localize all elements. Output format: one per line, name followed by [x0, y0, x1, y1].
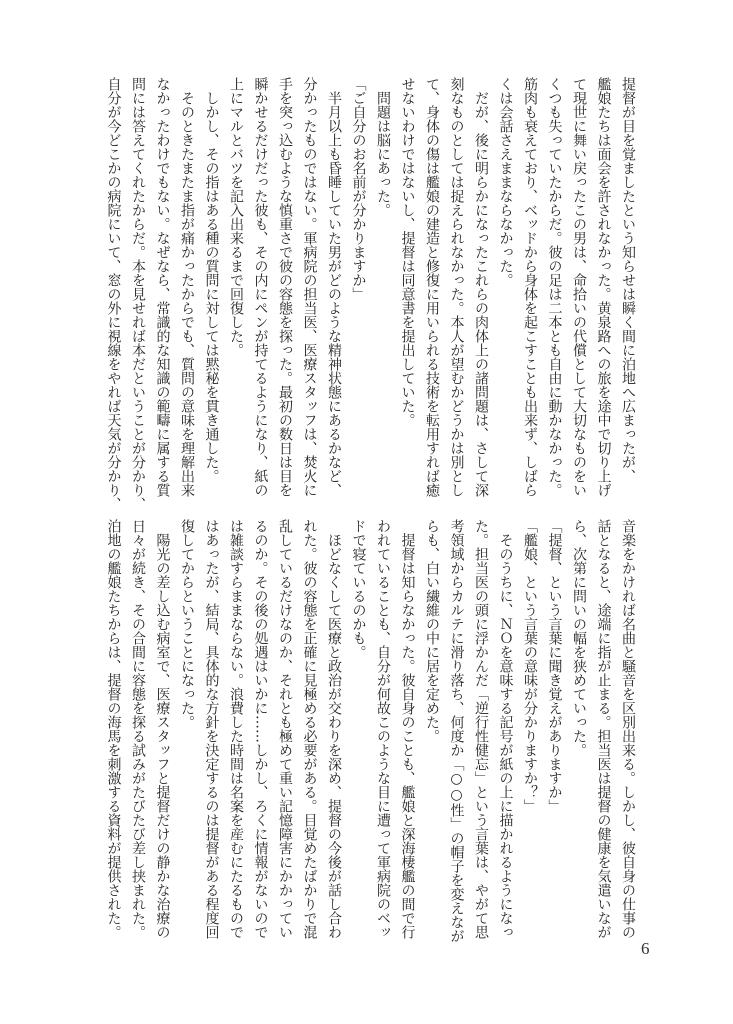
text-column: 復してからということになった。 [179, 519, 195, 729]
text-column: 分かったものではない。軍病院の担当医、医療スタッフは、焚火に [301, 77, 318, 497]
text-column: われていることも、自分が何故このような目に遭って軍病院のベッ [375, 519, 391, 939]
text-column: た。担当医の頭に浮かんだ「逆行性健忘」という言葉は、やがて思 [473, 519, 489, 939]
text-column: 泊地の艦娘たちからは、提督の海馬を刺激する資料が提供された。 [105, 519, 122, 939]
text-column: 考領域からカルテに滑り落ち、何度か「○○性」の帽子を変えなが [448, 519, 465, 943]
text-column: ら、次第に問いの幅を狭めていった。 [571, 519, 587, 757]
text-column: 提督は知らなかった。彼自身のことも、艦娘と深海棲艦の間で行 [399, 519, 416, 939]
text-column: 自分が今どこかの病院にいて、窓の外に視線をやれば天気が分かり、 [105, 77, 122, 511]
text-column: らも、白い繊維の中に居を定めた。 [424, 519, 440, 743]
text-column: くつも失っていたからだ。彼の足は二本とも自由に動かなかった。 [546, 77, 563, 497]
text-column: ドで寝ているのかも。 [350, 519, 367, 659]
text-column: 「提督、という言葉に聞き覚えがありますか」 [546, 519, 563, 813]
upper-text-block [100, 77, 640, 511]
text-column: そのときたまたま指が痛かったからでも、質問の意味を理解出来 [179, 77, 195, 497]
text-column: 問題は脳にあった。 [375, 77, 391, 217]
text-column: 陽光の差し込む病室で、医療スタッフと提督だけの静かな治療の [154, 519, 171, 939]
text-column: だが、後に明らかになったこれらの肉体上の諸問題は、さして深 [473, 77, 489, 497]
text-column: 上にマルとバツを記入出来るまで回復した。 [228, 77, 244, 357]
text-column: 刻なものとしては捉えられなかった。本人が望むかどうかは別とし [448, 77, 465, 497]
text-column: せないわけではないし、提督は同意書を提出していた。 [399, 77, 416, 427]
text-column: 日々が続き、その合間に容態を探る試みがたびたび差し挟まれた。 [130, 519, 146, 939]
text-column: 艦娘たちは面会を許されなかった。黄泉路への旅を途中で切り上げ [595, 77, 612, 497]
text-column: ほどなくして医療と政治が交わりを深め、提督の今後が話し合わ [326, 519, 342, 939]
text-column: 筋肉も衰えており、ベッドから身体を起こすことも出来ず、しばら [522, 77, 538, 497]
lower-text-block [100, 519, 640, 941]
text-column: 話となると、途端に指が止まる。担当医は提督の健康を気遣いなが [595, 519, 612, 939]
text-column: 「ご自分のお名前が分かりますか」 [350, 77, 367, 301]
text-column: そのうちに、ＮＯを意味する記号が紙の上に描かれるようになっ [497, 519, 514, 939]
text-column: るのか。その後の処遇はいかに……しかし、ろくに情報がないので [252, 519, 269, 939]
text-column: くは会話さえままならなかった。 [497, 77, 514, 287]
text-column: なかったわけでもない。なぜなら、常識的な知識の範疇に属する質 [154, 77, 171, 497]
text-column: て現世に舞い戻ったこの男は、命拾いの代償として大切なものをい [571, 77, 587, 497]
text-column: 音楽をかければ名曲と騒音を区別出来る。しかし、彼自身の仕事の [620, 519, 636, 939]
page-number: 6 [641, 939, 650, 958]
text-column: れた。彼の容態を正確に見極める必要がある。目覚めたばかりで混 [301, 519, 318, 939]
text-column: 提督が目を覚ましたという知らせは瞬く間に泊地へ広まったが、 [620, 77, 636, 483]
text-column: 問には答えてくれたからだ。本を見せれば本だということが分かり、 [130, 77, 146, 511]
text-column: 半月以上も昏睡していた男がどのような精神状態にあるかなど、 [326, 77, 342, 497]
text-column: 瞬かせるだけだった彼も、その内にペンが持てるようになり、紙の [252, 77, 269, 497]
text-column: 手を突っ込むような慎重さで彼の容態を探った。最初の数日は目を [277, 77, 293, 497]
text-column: は雑談すらままならない。浪費した時間は名案を産むにたるもので [228, 519, 244, 939]
text-column: て、身体の傷は艦娘の建造と修復に用いられる技術を転用すれば癒 [424, 77, 440, 497]
text-column: 乱しているだけなのか、それとも極めて重い記憶障害にかかってい [277, 519, 293, 939]
text-column: しかし、その指はある種の質問に対しては黙秘を貫き通した。 [203, 77, 220, 483]
text-column: 「艦娘、という言葉の意味が分かりますか？」 [522, 519, 538, 813]
text-column: はあったが、結局、具体的な方針を決定するのは提督がある程度回 [203, 519, 220, 939]
